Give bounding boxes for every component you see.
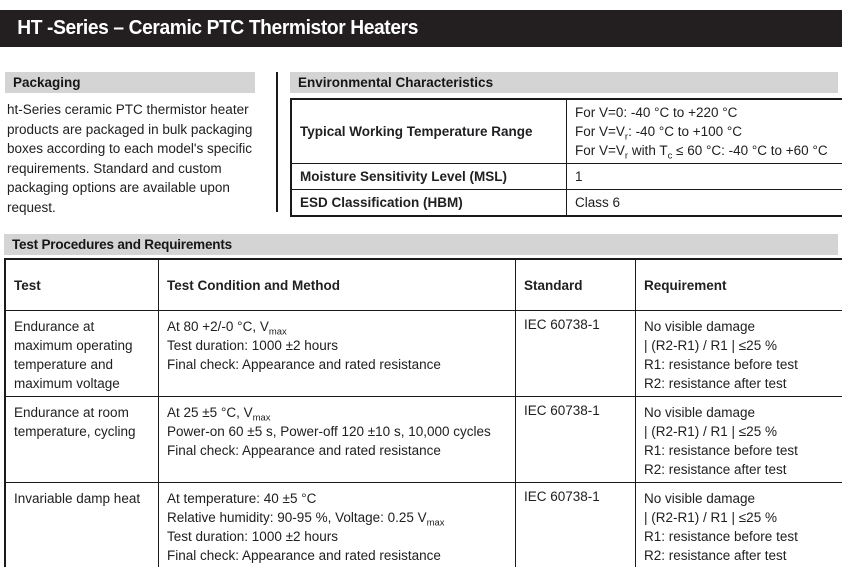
tests-header-row [5, 259, 842, 311]
packaging-section-header [5, 72, 255, 93]
text-line: Test duration: 1000 ±2 hours [167, 529, 339, 544]
test-name-cell: Endurance at maximum operating temperature and maximum voltage [5, 311, 159, 397]
environmental-table [290, 98, 842, 217]
text-line: For $V=V_r$: -40 °C to +100 °C [575, 124, 743, 143]
page-title: HT -Series – Ceramic PTC Thermistor Heaters [17, 17, 419, 39]
test-condition-cell [159, 483, 516, 567]
tests-col-condition: Test Condition and Method [159, 259, 516, 311]
test-standard-cell: IEC 60738-1 [516, 397, 636, 483]
test-requirement-cell [636, 483, 842, 567]
env-row-msl [291, 164, 842, 190]
env-row-value [567, 190, 842, 217]
env-row-label: Moisture Sensitivity Level (MSL) [291, 164, 567, 190]
env-row-value [567, 164, 842, 190]
text-line: Power-on 60 ±5 s, Power-off 120 ±10 s, 10,000 cycles [167, 424, 491, 439]
test-requirement-cell [636, 397, 842, 483]
test-condition-cell [159, 311, 516, 397]
text-line: Test duration: 1000 ±2 hours [167, 338, 339, 353]
text-line: Final check: Appearance and rated resistance [167, 357, 441, 372]
test-row-damp-heat [5, 483, 842, 567]
tests-col-test: Test [5, 259, 159, 311]
tests-table [4, 258, 842, 567]
text-line: | (R2-R1) / R1 | ≤25 % [644, 338, 777, 353]
env-row-value [567, 99, 842, 164]
test-row-endurance-max [5, 311, 842, 397]
text-line: 1 [575, 169, 583, 184]
text-line: No visible damage [644, 405, 756, 420]
packaging-heading: Packaging [13, 75, 81, 90]
text-line: Final check: Appearance and rated resistance [167, 443, 441, 458]
text-line: At 80 +2/-0 °C, $V_{max}$ [167, 319, 287, 338]
text-line: No visible damage [644, 319, 756, 334]
document-title-bar [0, 10, 842, 47]
test-row-endurance-cycling [5, 397, 842, 483]
text-line: Class 6 [575, 195, 621, 210]
packaging-body-text: ht-Series ceramic PTC thermistor heater products are packaged in bulk packaging boxes according to each model's specific requirements. Standard and custom packaging options are available upon request. [7, 102, 253, 215]
env-row-label: ESD Classification (HBM) [291, 190, 567, 217]
test-standard-cell: IEC 60738-1 [516, 483, 636, 567]
text-line: R1: resistance before test [644, 357, 798, 372]
text-line: | (R2-R1) / R1 | ≤25 % [644, 424, 777, 439]
environmental-heading: Environmental Characteristics [298, 75, 494, 90]
test-standard-cell: IEC 60738-1 [516, 311, 636, 397]
test-requirement-cell [636, 311, 842, 397]
text-line: At temperature: 40 ±5 °C [167, 491, 317, 506]
text-line: | (R2-R1) / R1 | ≤25 % [644, 510, 777, 525]
tests-col-requirement: Requirement [636, 259, 842, 311]
tests-col-standard: Standard [516, 259, 636, 311]
test-condition-cell [159, 397, 516, 483]
text-line: No visible damage [644, 491, 756, 506]
text-line: R1: resistance before test [644, 443, 798, 458]
text-line: For V=0: -40 °C to +220 °C [575, 105, 738, 120]
environmental-section-header [290, 72, 838, 93]
text-line: Final check: Appearance and rated resistance [167, 548, 441, 563]
env-row-label: Typical Working Temperature Range [291, 99, 567, 164]
env-row-esd [291, 190, 842, 217]
text-line: R2: resistance after test [644, 462, 787, 477]
test-name-cell: Invariable damp heat [5, 483, 159, 567]
test-name-cell: Endurance at room temperature, cycling [5, 397, 159, 483]
text-line: R1: resistance before test [644, 529, 798, 544]
text-line: Relative humidity: 90-95 %, Voltage: 0.25 $V_{max}$ [167, 510, 445, 529]
column-divider [276, 72, 278, 212]
text-line: At 25 ±5 °C, $V_{max}$ [167, 405, 271, 424]
env-row-temperature [291, 99, 842, 164]
text-line: R2: resistance after test [644, 548, 787, 563]
text-line: R2: resistance after test [644, 376, 787, 391]
tests-section-header [4, 234, 838, 255]
text-line: For $V=V_r$ with $T_c \le 60$ °C: -40 °C to +60 °C [575, 143, 828, 162]
tests-heading: Test Procedures and Requirements [12, 237, 232, 252]
